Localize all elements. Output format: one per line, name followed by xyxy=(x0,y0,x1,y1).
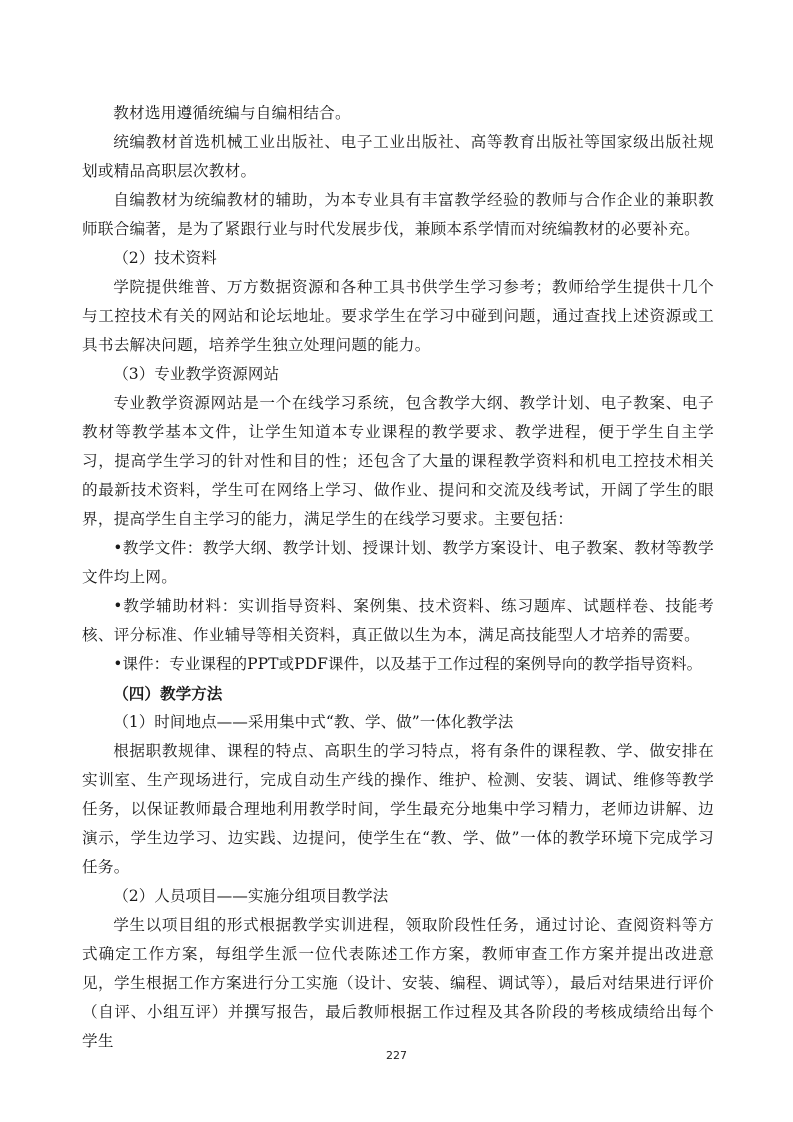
paragraph-group-projects: 学生以项目组的形式根据教学实训进程，领取阶段性任务，通过讨论、查阅资料等方式确定工作方案，每组学生派一位代表陈述工作方案，教师审查工作方案并提出改进意见，学生根据工作方案进行分工实施（设计、安装、编程、调试等），最后对结果进行评价（自评、小组互评）并撰写报告，最后教师根据工作过程及其各阶段的考核成绩给出每个学生 xyxy=(82,916,714,1050)
heading-resource-website: （3）专业教学资源网站 xyxy=(113,365,280,383)
document-body xyxy=(82,99,714,1056)
page-number: 227 xyxy=(386,1049,407,1062)
heading-teaching-methods: （四）教学方法 xyxy=(113,684,223,703)
heading-time-place: （1）时间地点——采用集中式“教、学、做”一体化教学法 xyxy=(113,713,514,731)
paragraph-unified-textbooks: 统编教材首选机械工业出版社、电子工业出版社、高等教育出版社等国家级出版社规划或精品高职层次教材。 xyxy=(82,133,714,180)
heading-group-projects: （2）人员项目——实施分组项目教学法 xyxy=(113,887,389,905)
paragraph-self-compiled-textbooks: 自编教材为统编教材的辅助，为本专业具有丰富教学经验的教师与合作企业的兼职教师联合编著，是为了紧跟行业与时代发展步伐，兼顾本系学情而对统编教材的必要补充。 xyxy=(82,191,714,238)
paragraph-textbook-principle: 教材选用遵循统编与自编相结合。 xyxy=(113,104,351,122)
heading-technical-materials: （2）技术资料 xyxy=(113,249,217,267)
bullet-courseware: •课件：专业课程的PPT或PDF课件，以及基于工作过程的案例导向的教学指导资料。 xyxy=(113,655,703,673)
bullet-teaching-aids: •教学辅助材料：实训指导资料、案例集、技术资料、练习题库、试题样卷、技能考核、评分标准、作业辅导等相关资料，真正做以生为本，满足高技能型人才培养的需要。 xyxy=(82,597,714,644)
bullet-teaching-documents: •教学文件：教学大纲、教学计划、授课计划、教学方案设计、电子教案、教材等教学文件均上网。 xyxy=(82,539,714,586)
paragraph-integrated-method: 根据职教规律、课程的特点、高职生的学习特点，将有条件的课程教、学、做安排在实训室、生产现场进行，完成自动生产线的操作、维护、检测、安装、调试、维修等教学任务，以保证教师最合理地利用教学时间，学生最充分地集中学习精力，老师边讲解、边演示，学生边学习、边实践、边提问，使学生在“教、学、做”一体的教学环境下完成学习任务。 xyxy=(82,742,714,876)
paragraph-technical-materials: 学院提供维普、万方数据资源和各种工具书供学生学习参考；教师给学生提供十几个与工控技术有关的网站和论坛地址。要求学生在学习中碰到问题，通过查找上述资源或工具书去解决问题，培养学生独立处理问题的能力。 xyxy=(82,278,714,354)
paragraph-resource-website: 专业教学资源网站是一个在线学习系统，包含教学大纲、教学计划、电子教案、电子教材等教学基本文件，让学生知道本专业课程的教学要求、教学进程，便于学生自主学习，提高学生学习的针对性和目的性；还包含了大量的课程教学资料和机电工控技术相关的最新技术资料，学生可在网络上学习、做作业、提问和交流及线考试，开阔了学生的眼界，提高学生自主学习的能力，满足学生的在线学习要求。主要包括： xyxy=(82,394,714,528)
